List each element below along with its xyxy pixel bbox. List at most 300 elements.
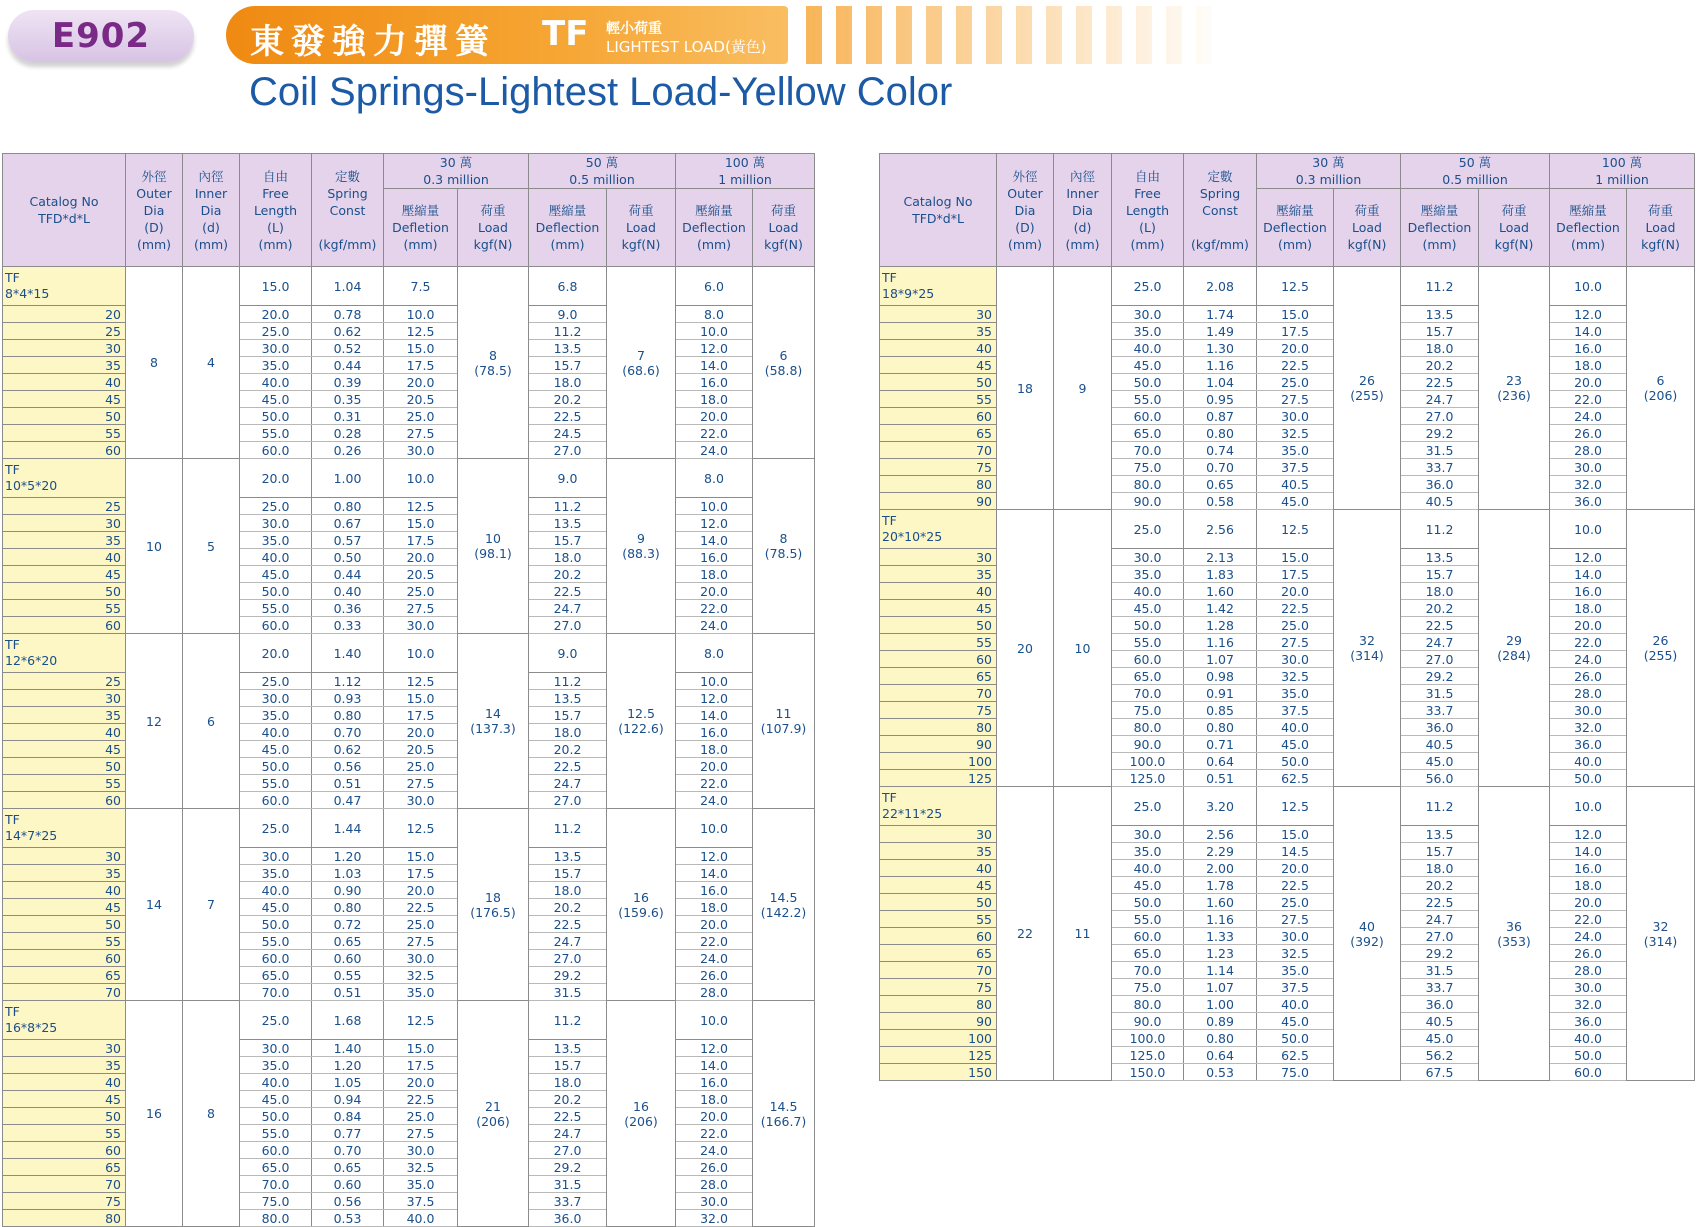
catalog-cell: 30	[3, 1040, 126, 1057]
title-cn: 東發強力彈簧	[250, 22, 496, 62]
free-length-cell: 80.0	[1112, 476, 1184, 493]
catalog-cell: 60	[880, 928, 997, 945]
deflection-cell: 24.0	[1550, 651, 1627, 668]
deflection-cell: 22.5	[1257, 357, 1334, 374]
deflection-cell: 12.5	[384, 809, 458, 848]
deflection-cell: 25.0	[1257, 894, 1334, 911]
catalog-cell	[3, 459, 126, 498]
catalog-cell: 75	[880, 459, 997, 476]
spring-const-cell: 1.60	[1184, 583, 1257, 600]
catalog-cell: 25	[3, 323, 126, 340]
deflection-cell: 31.5	[1401, 962, 1479, 979]
spring-const-cell: 1.03	[312, 865, 384, 882]
table-row	[3, 323, 815, 340]
table-row	[880, 267, 1695, 306]
free-length-cell: 55.0	[1112, 911, 1184, 928]
free-length-cell: 35.0	[240, 1057, 312, 1074]
catalog-cell: 70	[3, 1176, 126, 1193]
deflection-cell: 27.5	[1257, 391, 1334, 408]
spring-const-cell: 0.65	[312, 933, 384, 950]
spring-const-cell: 2.13	[1184, 549, 1257, 566]
deflection-cell: 6.8	[529, 267, 607, 306]
spring-const-cell: 0.60	[312, 1176, 384, 1193]
header-life-1: 30 萬 0.3 million	[384, 154, 529, 189]
spring-const-cell: 0.87	[1184, 408, 1257, 425]
load-cell: 6 (206)	[1627, 267, 1695, 510]
spring-const-cell: 0.84	[312, 1108, 384, 1125]
catalog-cell: 80	[3, 1210, 126, 1227]
outer-dia-cell: 10	[126, 459, 183, 634]
catalog-cell: 45	[3, 391, 126, 408]
deflection-cell: 22.5	[1401, 894, 1479, 911]
spring-const-cell: 2.08	[1184, 267, 1257, 306]
spring-table-left	[2, 153, 815, 1227]
deflection-cell: 32.5	[384, 967, 458, 984]
load-cell: 29 (284)	[1479, 510, 1550, 787]
table-row	[3, 566, 815, 583]
free-length-cell: 50.0	[1112, 374, 1184, 391]
catalog-cell: 30	[3, 340, 126, 357]
spring-const-cell: 0.52	[312, 340, 384, 357]
catalog-cell: 50	[3, 583, 126, 600]
catalog-cell	[880, 267, 997, 306]
deflection-cell: 25.0	[384, 583, 458, 600]
spring-const-cell: 0.44	[312, 357, 384, 374]
deflection-cell: 18.0	[676, 1091, 753, 1108]
free-length-cell: 25.0	[1112, 787, 1184, 826]
deflection-cell: 22.0	[676, 775, 753, 792]
spring-const-cell: 1.49	[1184, 323, 1257, 340]
header-deflection-2: 壓縮量 Deflection (mm)	[1401, 189, 1479, 267]
free-length-cell: 70.0	[1112, 685, 1184, 702]
catalog-cell: 50	[3, 1108, 126, 1125]
load-cell: 16 (159.6)	[607, 809, 676, 1001]
load-cell: 8 (78.5)	[458, 267, 529, 459]
spring-const-cell: 0.50	[312, 549, 384, 566]
deflection-cell: 20.0	[1257, 860, 1334, 877]
free-length-cell: 30.0	[240, 515, 312, 532]
catalog-cell: 45	[880, 600, 997, 617]
spring-const-cell: 0.33	[312, 617, 384, 634]
deflection-cell: 22.0	[676, 425, 753, 442]
catalog-name: TF	[882, 513, 897, 528]
spring-const-cell: 0.89	[1184, 1013, 1257, 1030]
outer-dia-cell: 8	[126, 267, 183, 459]
spring-const-cell: 0.44	[312, 566, 384, 583]
spring-const-cell: 2.56	[1184, 510, 1257, 549]
table-row	[3, 1074, 815, 1091]
load-cell: 36 (353)	[1479, 787, 1550, 1081]
deflection-cell: 30.0	[676, 1193, 753, 1210]
table-row	[3, 899, 815, 916]
deflection-cell: 7.5	[384, 267, 458, 306]
deflection-cell: 27.5	[1257, 634, 1334, 651]
free-length-cell: 65.0	[1112, 945, 1184, 962]
load-cell: 9 (88.3)	[607, 459, 676, 634]
catalog-cell: 60	[3, 617, 126, 634]
catalog-cell: 65	[3, 967, 126, 984]
free-length-cell: 30.0	[1112, 826, 1184, 843]
inner-dia-cell: 9	[1054, 267, 1112, 510]
deflection-cell: 50.0	[1550, 770, 1627, 787]
deflection-cell: 24.0	[676, 617, 753, 634]
deflection-cell: 36.0	[1401, 476, 1479, 493]
table-row	[3, 1125, 815, 1142]
deflection-cell: 32.0	[1550, 996, 1627, 1013]
deflection-cell: 15.7	[1401, 323, 1479, 340]
catalog-cell: 125	[880, 770, 997, 787]
load-cell: 14.5 (142.2)	[753, 809, 815, 1001]
deflection-cell: 37.5	[1257, 702, 1334, 719]
deflection-cell: 17.5	[384, 532, 458, 549]
deflection-cell: 14.0	[676, 357, 753, 374]
free-length-cell: 30.0	[240, 848, 312, 865]
table-row	[3, 425, 815, 442]
catalog-cell: 50	[880, 894, 997, 911]
spring-const-cell: 0.77	[312, 1125, 384, 1142]
free-length-cell: 20.0	[240, 459, 312, 498]
load-cell: 16 (206)	[607, 1001, 676, 1227]
deflection-cell: 8.0	[676, 634, 753, 673]
table-row	[3, 1142, 815, 1159]
free-length-cell: 35.0	[240, 865, 312, 882]
catalog-cell: 55	[3, 425, 126, 442]
free-length-cell: 40.0	[1112, 860, 1184, 877]
deflection-cell: 45.0	[1257, 493, 1334, 510]
deflection-cell: 12.5	[1257, 510, 1334, 549]
deflection-cell: 14.0	[1550, 323, 1627, 340]
deflection-cell: 20.2	[529, 1091, 607, 1108]
spring-const-cell: 0.60	[312, 950, 384, 967]
spring-const-cell: 0.56	[312, 758, 384, 775]
table-row	[3, 848, 815, 865]
free-length-cell: 35.0	[1112, 566, 1184, 583]
spring-const-cell: 0.56	[312, 1193, 384, 1210]
spring-const-cell: 1.68	[312, 1001, 384, 1040]
header-load-1: 荷重 Load kgf(N)	[458, 189, 529, 267]
header-load-3: 荷重 Load kgf(N)	[1627, 189, 1695, 267]
catalog-cell: 45	[3, 899, 126, 916]
header-spring-const: 定數 Spring Const (kgf/mm)	[1184, 154, 1257, 267]
catalog-cell: 50	[3, 408, 126, 425]
spring-const-cell: 0.80	[312, 498, 384, 515]
header-life-1: 30 萬 0.3 million	[1257, 154, 1401, 189]
deflection-cell: 33.7	[529, 1193, 607, 1210]
free-length-cell: 40.0	[240, 1074, 312, 1091]
deflection-cell: 31.5	[1401, 685, 1479, 702]
deflection-cell: 13.5	[1401, 826, 1479, 843]
deflection-cell: 11.2	[529, 809, 607, 848]
deflection-cell: 18.0	[1401, 860, 1479, 877]
free-length-cell: 60.0	[240, 1142, 312, 1159]
inner-dia-cell: 8	[183, 1001, 240, 1227]
catalog-cell: 40	[880, 340, 997, 357]
deflection-cell: 40.5	[1257, 476, 1334, 493]
table-row	[3, 442, 815, 459]
deflection-cell: 10.0	[1550, 510, 1627, 549]
free-length-cell: 25.0	[240, 673, 312, 690]
spring-const-cell: 0.71	[1184, 736, 1257, 753]
deflection-cell: 20.2	[1401, 600, 1479, 617]
table-row	[3, 673, 815, 690]
deflection-cell: 9.0	[529, 634, 607, 673]
deflection-cell: 9.0	[529, 459, 607, 498]
deflection-cell: 26.0	[1550, 668, 1627, 685]
deflection-cell: 22.0	[1550, 911, 1627, 928]
free-length-cell: 55.0	[240, 425, 312, 442]
deflection-cell: 15.7	[1401, 843, 1479, 860]
free-length-cell: 75.0	[1112, 459, 1184, 476]
deflection-cell: 14.0	[1550, 843, 1627, 860]
spring-const-cell: 1.33	[1184, 928, 1257, 945]
deflection-cell: 12.0	[1550, 826, 1627, 843]
spring-const-cell: 0.39	[312, 374, 384, 391]
catalog-cell: 45	[3, 741, 126, 758]
free-length-cell: 45.0	[240, 899, 312, 916]
catalog-cell: 35	[880, 323, 997, 340]
spring-const-cell: 1.05	[312, 1074, 384, 1091]
catalog-cell: 75	[880, 979, 997, 996]
title-banner	[226, 6, 788, 64]
deflection-cell: 13.5	[1401, 549, 1479, 566]
deflection-cell: 20.2	[529, 741, 607, 758]
catalog-cell: 40	[3, 1074, 126, 1091]
catalog-cell: 35	[3, 357, 126, 374]
free-length-cell: 50.0	[240, 758, 312, 775]
free-length-cell: 50.0	[240, 583, 312, 600]
inner-dia-cell: 10	[1054, 510, 1112, 787]
free-length-cell: 100.0	[1112, 753, 1184, 770]
load-cell: 32 (314)	[1334, 510, 1401, 787]
deflection-cell: 18.0	[529, 724, 607, 741]
header-load-2: 荷重 Load kgf(N)	[1479, 189, 1550, 267]
inner-dia-cell: 4	[183, 267, 240, 459]
deflection-cell: 16.0	[676, 724, 753, 741]
catalog-cell: 80	[880, 476, 997, 493]
catalog-cell: 45	[880, 357, 997, 374]
deflection-cell: 10.0	[676, 809, 753, 848]
deflection-cell: 12.0	[1550, 306, 1627, 323]
deflection-cell: 24.0	[676, 442, 753, 459]
deflection-cell: 20.0	[676, 916, 753, 933]
header-deflection-1: 壓縮量 Defletion (mm)	[384, 189, 458, 267]
table-row	[3, 792, 815, 809]
load-cell: 14.5 (166.7)	[753, 1001, 815, 1227]
deflection-cell: 15.0	[1257, 549, 1334, 566]
deflection-cell: 24.0	[676, 1142, 753, 1159]
catalog-cell: 55	[3, 1125, 126, 1142]
table-row	[880, 510, 1695, 549]
catalog-name: TF	[5, 270, 20, 285]
deflection-cell: 37.5	[1257, 979, 1334, 996]
spring-const-cell: 1.07	[1184, 979, 1257, 996]
catalog-name: TF	[5, 462, 20, 477]
free-length-cell: 125.0	[1112, 1047, 1184, 1064]
catalog-cell: 80	[880, 996, 997, 1013]
outer-dia-cell: 12	[126, 634, 183, 809]
table-row	[3, 498, 815, 515]
header-life-3: 100 萬 1 million	[676, 154, 815, 189]
spring-const-cell: 0.93	[312, 690, 384, 707]
deflection-cell: 24.0	[1550, 928, 1627, 945]
deflection-cell: 36.0	[1550, 1013, 1627, 1030]
catalog-cell: 65	[880, 668, 997, 685]
catalog-cell: 70	[880, 442, 997, 459]
deflection-cell: 22.0	[676, 933, 753, 950]
load-cell: 21 (206)	[458, 1001, 529, 1227]
deflection-cell: 20.0	[384, 882, 458, 899]
deflection-cell: 12.5	[384, 323, 458, 340]
deflection-cell: 11.2	[1401, 510, 1479, 549]
catalog-cell: 20	[3, 306, 126, 323]
spring-const-cell: 0.65	[1184, 476, 1257, 493]
catalog-cell: 55	[880, 634, 997, 651]
free-length-cell: 45.0	[240, 391, 312, 408]
load-cell: 6 (58.8)	[753, 267, 815, 459]
deflection-cell: 20.2	[1401, 357, 1479, 374]
deflection-cell: 40.0	[1550, 753, 1627, 770]
deflection-cell: 24.7	[529, 933, 607, 950]
free-length-cell: 45.0	[240, 741, 312, 758]
header-catalog-no: Catalog No TFD*d*L	[3, 154, 126, 267]
table-row	[3, 459, 815, 498]
table-row	[3, 583, 815, 600]
table-row	[3, 809, 815, 848]
deflection-cell: 50.0	[1257, 753, 1334, 770]
header-outer-dia: 外徑 Outer Dia (D) (mm)	[126, 154, 183, 267]
deflection-cell: 40.0	[1257, 719, 1334, 736]
free-length-cell: 25.0	[240, 809, 312, 848]
table-row	[3, 340, 815, 357]
free-length-cell: 35.0	[240, 357, 312, 374]
deflection-cell: 24.0	[1550, 408, 1627, 425]
deflection-cell: 15.7	[529, 865, 607, 882]
deflection-cell: 20.0	[676, 408, 753, 425]
deflection-cell: 30.0	[1257, 408, 1334, 425]
deflection-cell: 25.0	[384, 408, 458, 425]
table-row	[3, 617, 815, 634]
deflection-cell: 29.2	[1401, 668, 1479, 685]
catalog-cell: 50	[3, 758, 126, 775]
free-length-cell: 65.0	[1112, 668, 1184, 685]
spring-const-cell: 0.94	[312, 1091, 384, 1108]
free-length-cell: 45.0	[1112, 877, 1184, 894]
deflection-cell: 18.0	[676, 566, 753, 583]
deflection-cell: 29.2	[529, 1159, 607, 1176]
deflection-cell: 27.0	[529, 617, 607, 634]
deflection-cell: 32.0	[1550, 476, 1627, 493]
deflection-cell: 35.0	[1257, 962, 1334, 979]
free-length-cell: 60.0	[240, 950, 312, 967]
deflection-cell: 10.0	[676, 673, 753, 690]
table-row	[3, 1057, 815, 1074]
catalog-cell: 65	[880, 425, 997, 442]
deflection-cell: 18.0	[529, 882, 607, 899]
header-deflection-3: 壓縮量 Deflection (mm)	[676, 189, 753, 267]
spring-const-cell: 0.80	[1184, 1030, 1257, 1047]
spring-const-cell: 1.07	[1184, 651, 1257, 668]
free-length-cell: 40.0	[240, 724, 312, 741]
catalog-cell: 70	[880, 962, 997, 979]
deflection-cell: 67.5	[1401, 1064, 1479, 1081]
deflection-cell: 20.0	[1550, 894, 1627, 911]
free-length-cell: 55.0	[1112, 634, 1184, 651]
deflection-cell: 27.0	[1401, 408, 1479, 425]
free-length-cell: 75.0	[240, 1193, 312, 1210]
spring-const-cell: 0.80	[1184, 425, 1257, 442]
catalog-cell: 60	[3, 792, 126, 809]
catalog-cell: 90	[880, 736, 997, 753]
header-inner-dia: 內徑 Inner Dia (d) (mm)	[183, 154, 240, 267]
header-outer-dia: 外徑 Outer Dia (D) (mm)	[997, 154, 1054, 267]
spring-const-cell: 0.51	[1184, 770, 1257, 787]
table-row	[3, 549, 815, 566]
deflection-cell: 22.5	[529, 408, 607, 425]
deflection-cell: 17.5	[384, 357, 458, 374]
deflection-cell: 29.2	[1401, 425, 1479, 442]
spring-const-cell: 1.44	[312, 809, 384, 848]
deflection-cell: 26.0	[1550, 945, 1627, 962]
catalog-cell: 60	[880, 651, 997, 668]
spring-const-cell: 0.80	[1184, 719, 1257, 736]
free-length-cell: 35.0	[1112, 843, 1184, 860]
free-length-cell: 125.0	[1112, 770, 1184, 787]
catalog-cell: 45	[880, 877, 997, 894]
deflection-cell: 30.0	[384, 950, 458, 967]
spring-const-cell: 0.26	[312, 442, 384, 459]
deflection-cell: 40.5	[1401, 736, 1479, 753]
catalog-cell: 80	[880, 719, 997, 736]
catalog-size: 8*4*15	[5, 286, 50, 301]
catalog-cell: 45	[3, 1091, 126, 1108]
deflection-cell: 14.5	[1257, 843, 1334, 860]
load-cell: 26 (255)	[1334, 267, 1401, 510]
free-length-cell: 45.0	[1112, 600, 1184, 617]
catalog-cell: 40	[3, 882, 126, 899]
deflection-cell: 10.0	[384, 306, 458, 323]
deflection-cell: 18.0	[1550, 877, 1627, 894]
spring-const-cell: 1.83	[1184, 566, 1257, 583]
series-code: TF	[542, 14, 589, 54]
deflection-cell: 45.0	[1401, 753, 1479, 770]
deflection-cell: 29.2	[1401, 945, 1479, 962]
deflection-cell: 15.0	[384, 690, 458, 707]
catalog-cell: 40	[3, 724, 126, 741]
inner-dia-cell: 5	[183, 459, 240, 634]
spring-const-cell: 1.16	[1184, 911, 1257, 928]
deflection-cell: 16.0	[676, 882, 753, 899]
deflection-cell: 27.5	[1257, 911, 1334, 928]
deflection-cell: 20.0	[384, 374, 458, 391]
deflection-cell: 16.0	[676, 1074, 753, 1091]
table-row	[3, 515, 815, 532]
free-length-cell: 35.0	[1112, 323, 1184, 340]
table-row	[3, 1193, 815, 1210]
free-length-cell: 35.0	[240, 532, 312, 549]
free-length-cell: 25.0	[240, 498, 312, 515]
free-length-cell: 70.0	[240, 1176, 312, 1193]
catalog-cell: 60	[3, 442, 126, 459]
free-length-cell: 30.0	[240, 690, 312, 707]
spring-const-cell: 1.04	[312, 267, 384, 306]
deflection-cell: 28.0	[1550, 962, 1627, 979]
deflection-cell: 15.0	[384, 1040, 458, 1057]
deflection-cell: 62.5	[1257, 1047, 1334, 1064]
deflection-cell: 14.0	[676, 865, 753, 882]
deflection-cell: 12.0	[676, 848, 753, 865]
table-row	[3, 882, 815, 899]
deflection-cell: 24.5	[529, 425, 607, 442]
